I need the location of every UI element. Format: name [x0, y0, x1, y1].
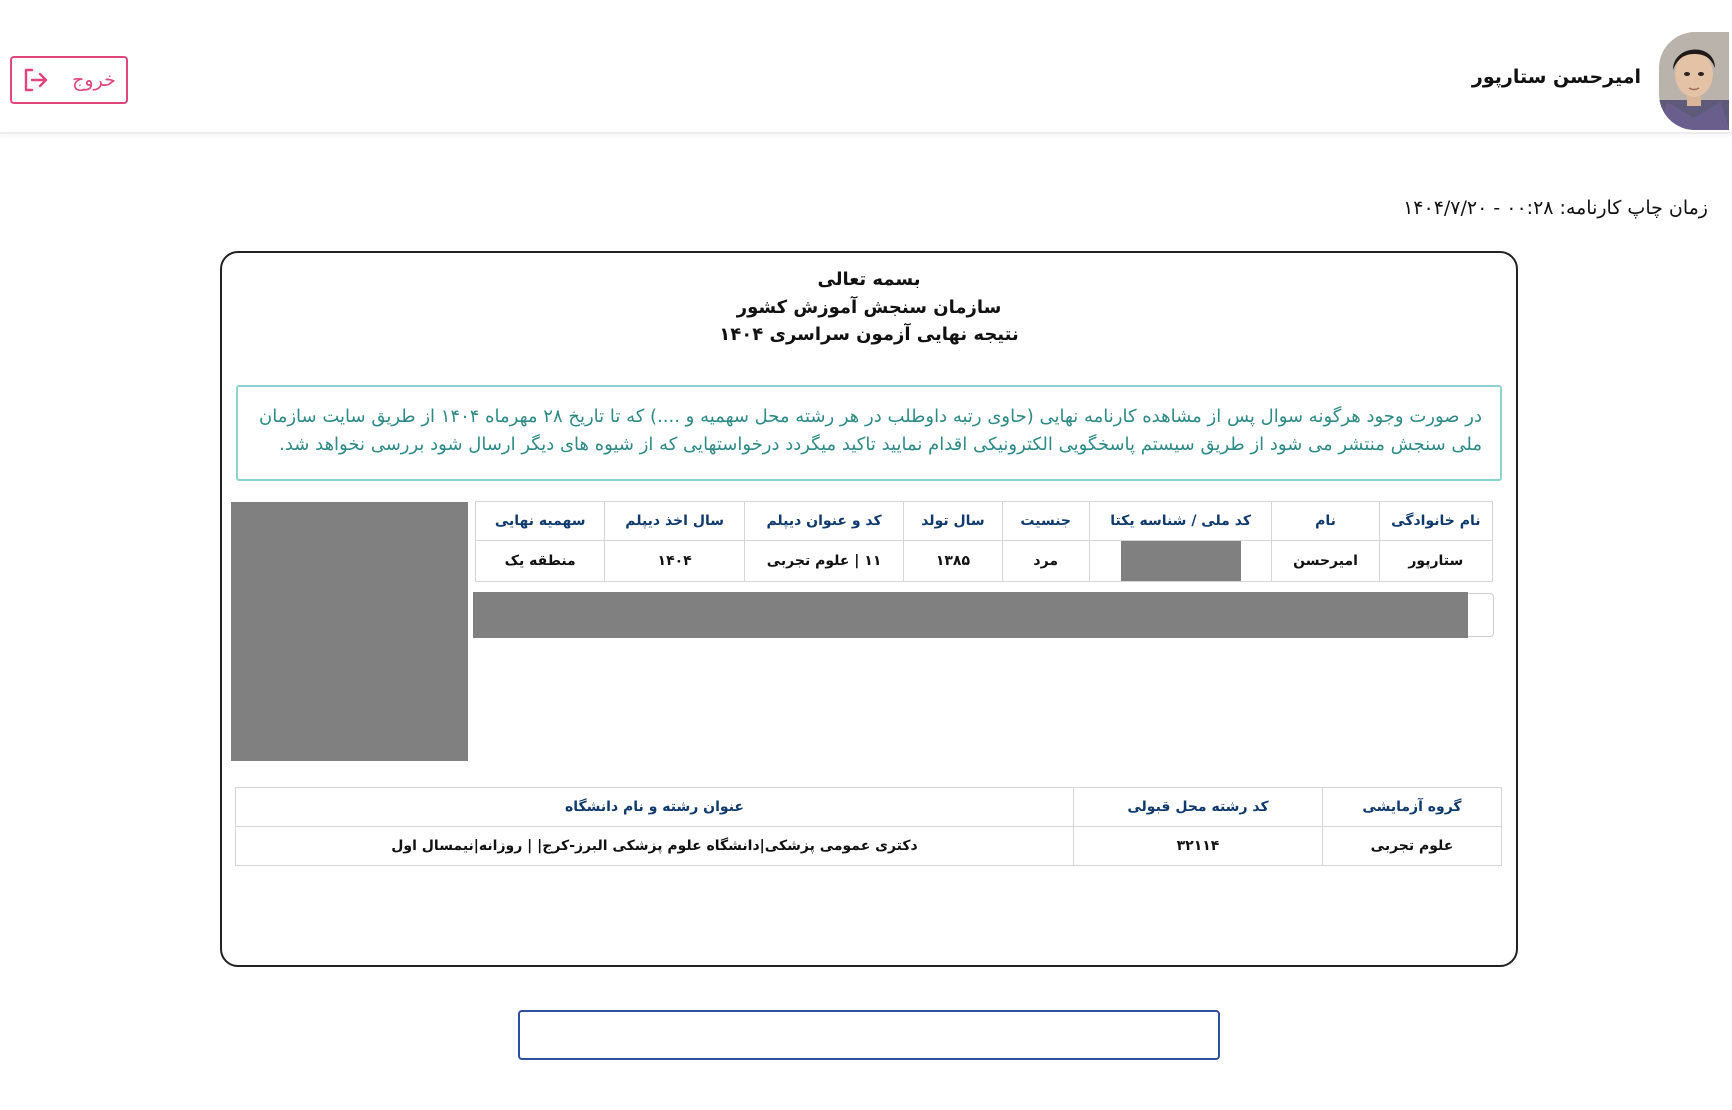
avatar: [1659, 32, 1729, 130]
rank-bar-redaction: [473, 592, 1468, 638]
photo-redaction: [231, 502, 468, 761]
col-first-name: نام: [1272, 502, 1379, 541]
table-row: [236, 827, 1502, 866]
cell-admission-code: ۳۲۱۱۴: [1074, 827, 1323, 866]
logout-button[interactable]: [10, 56, 128, 104]
notice-box: در صورت وجود هرگونه سوال پس از مشاهده کارنامه نهایی (حاوی رتبه داوطلب در هر رشته محل سهمیه و ....) که تا تاریخ ۲۸ مهرماه ۱۴۰۴ از طریق سایت سازمان ملی سنجش منتشر می شود از طریق سیستم پاسخگویی الکترونیکی اقدام نمایید تاکید میگردد درخواستهایی که از شیوه های دیگر ارسال شود بررسی نخواهد شد.: [236, 385, 1502, 481]
heading-exam-title: نتیجه نهایی آزمون سراسری ۱۴۰۴: [719, 324, 1019, 345]
col-diploma-year: سال اخذ دیپلم: [605, 502, 744, 541]
bottom-input-box[interactable]: [518, 1010, 1220, 1060]
table-row: [476, 541, 1493, 582]
cell-quota: منطقه یک: [476, 541, 605, 582]
national-id-redaction: [1121, 541, 1241, 581]
top-header: [0, 0, 1732, 134]
admission-table: [235, 787, 1502, 866]
heading-organization: سازمان سنجش آموزش کشور: [736, 297, 1002, 318]
result-card: [220, 251, 1518, 967]
candidate-info-table: [475, 501, 1493, 582]
logout-label: خروج: [72, 69, 116, 91]
cell-diploma: ۱۱ | علوم تجربی: [744, 541, 903, 582]
table-header-row: [236, 788, 1502, 827]
cell-national-id: [1089, 541, 1272, 582]
col-national-id: کد ملی / شناسه یکتا: [1089, 502, 1272, 541]
cell-major-university: دکتری عمومی پزشکی|دانشگاه علوم پزشکی البرز-کرج| | روزانه|نیمسال اول: [236, 827, 1074, 866]
cell-first-name: امیرحسن: [1272, 541, 1379, 582]
heading-basmala: بسمه تعالی: [817, 269, 921, 290]
table-header-row: [476, 502, 1493, 541]
col-diploma: کد و عنوان دیپلم: [744, 502, 903, 541]
col-major-university: عنوان رشته و نام دانشگاه: [236, 788, 1074, 827]
user-name: امیرحسن ستارپور: [1471, 66, 1641, 88]
cell-exam-group: علوم تجربی: [1323, 827, 1502, 866]
cell-birth-year: ۱۳۸۵: [904, 541, 1002, 582]
col-gender: جنسیت: [1002, 502, 1089, 541]
col-last-name: نام خانوادگی: [1379, 502, 1492, 541]
col-exam-group: گروه آزمایشی: [1323, 788, 1502, 827]
col-birth-year: سال تولد: [904, 502, 1002, 541]
logout-icon: [22, 66, 50, 94]
col-admission-code: کد رشته محل قبولی: [1074, 788, 1323, 827]
print-time: زمان چاپ کارنامه: ۰۰:۲۸ - ۱۴۰۴/۷/۲۰: [1403, 197, 1708, 219]
cell-last-name: ستارپور: [1379, 541, 1492, 582]
cell-gender: مرد: [1002, 541, 1089, 582]
cell-diploma-year: ۱۴۰۴: [605, 541, 744, 582]
col-quota: سهمیه نهایی: [476, 502, 605, 541]
